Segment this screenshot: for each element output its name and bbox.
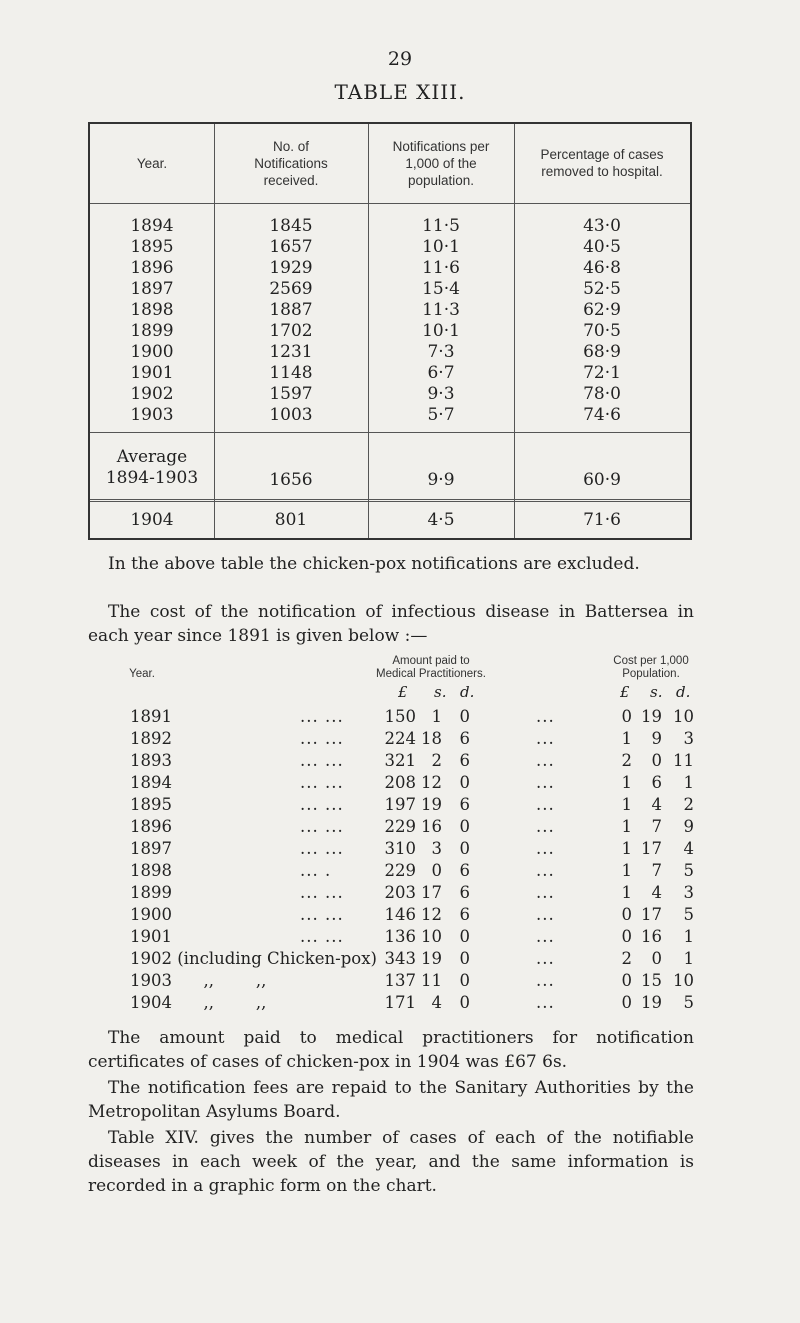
leader-dots: ... [536,971,555,990]
cost-pence: 3 [683,883,694,902]
percentage-cell: 43·0 [583,216,621,236]
cost-row [0,729,800,751]
year-cell: 1895 [130,795,172,814]
per-1000-cell: 7·3 [427,342,455,362]
section-rule [90,432,690,433]
year-cell: 1901 [130,927,172,946]
cost-row [0,707,800,729]
year-cell: 1899 [130,883,172,902]
year-cell: 1904 [130,510,174,530]
amount-pounds: 136 [384,927,416,946]
cost-header-amount: Amount paid to Medical Practitioners. [376,655,486,680]
leader-dots: ... [536,773,555,792]
cost-pounds: 1 [621,795,632,814]
amount-pounds: 310 [384,839,416,858]
received-cell: 1929 [269,258,313,278]
cost-pounds: 0 [621,707,632,726]
amount-pence: 6 [459,751,470,770]
cost-pounds: 1 [621,817,632,836]
amount-shillings: 18 [421,729,442,748]
amount-pence: 6 [459,905,470,924]
percentage-cell: 46·8 [583,258,621,278]
amount-pounds: 208 [384,773,416,792]
header-per-1000: Notifications per 1,000 of the population. [392,138,490,188]
cost-shillings: 0 [651,949,662,968]
cost-shillings: 17 [641,905,662,924]
leader-dots: ... [536,839,555,858]
amount-pounds: 203 [384,883,416,902]
cost-row [0,839,800,861]
amount-shillings: 19 [421,795,442,814]
amount-pounds: 343 [384,949,416,968]
received-cell: 1887 [269,300,313,320]
paragraph: The cost of the notification of infectious disease in Battersea in each year since 1891 is given below :— [88,602,694,646]
amount-pence: 6 [459,883,470,902]
amount-shillings: 19 [421,949,442,968]
leader-dots: ... ... [300,883,344,902]
cost-row [0,927,800,949]
percentage-cell: 62·9 [583,300,621,320]
leader-dots: ... ... [300,817,344,836]
table-row [90,300,690,321]
amount-pounds: 229 [384,861,416,880]
leader-dots: ... [536,729,555,748]
cost-shillings: 19 [641,707,662,726]
per-1000-cell: 10·1 [422,321,460,341]
year-cell: 1904 ,, ,, [130,993,267,1012]
amount-pounds: 171 [384,993,416,1012]
unit-shillings: s. [650,683,663,701]
cost-shillings: 6 [651,773,662,792]
table-row [90,279,690,300]
received-cell: 1657 [269,237,313,257]
leader-dots: ... [536,707,555,726]
cost-pence: 1 [683,949,694,968]
leader-dots: ... [536,817,555,836]
received-cell: 1597 [269,384,313,404]
amount-shillings: 0 [431,861,442,880]
leader-dots: ... [536,993,555,1012]
leader-dots: ... [536,927,555,946]
amount-pence: 0 [459,707,470,726]
leader-dots: ... ... [300,839,344,858]
unit-pence: d. [676,683,691,701]
percentage-cell: 72·1 [583,363,621,383]
year-cell: 1898 [130,300,174,320]
cost-pence: 5 [683,861,694,880]
percentage-cell: 78·0 [583,384,621,404]
cost-pence: 5 [683,905,694,924]
table-row [90,342,690,363]
section-rule [90,499,690,502]
amount-pence: 0 [459,817,470,836]
amount-shillings: 17 [421,883,442,902]
cost-pounds: 0 [621,905,632,924]
per-1000-cell: 11·6 [422,258,460,278]
amount-pounds: 224 [384,729,416,748]
leader-dots: ... [536,861,555,880]
year-cell: 1894 [130,216,174,236]
table-row [90,321,690,342]
cost-row [0,795,800,817]
amount-pence: 0 [459,839,470,858]
amount-pounds: 229 [384,817,416,836]
per-1000-cell: 9·9 [427,470,455,490]
amount-pounds: 197 [384,795,416,814]
table-row [90,405,690,426]
amount-pence: 6 [459,861,470,880]
cost-pounds: 0 [621,971,632,990]
amount-shillings: 1 [431,707,442,726]
leader-dots: ... ... [300,927,344,946]
cost-pence: 1 [683,927,694,946]
page-number: 29 [387,48,413,70]
amount-pounds: 150 [384,707,416,726]
amount-pounds: 137 [384,971,416,990]
cost-row [0,751,800,773]
amount-pence: 0 [459,773,470,792]
amount-shillings: 2 [431,751,442,770]
unit-pounds: £ [398,683,408,701]
percentage-cell: 71·6 [583,510,621,530]
cost-shillings: 7 [651,817,662,836]
average-values [90,470,690,491]
amount-pence: 0 [459,927,470,946]
amount-shillings: 10 [421,927,442,946]
cost-row [0,905,800,927]
cost-pence: 10 [673,971,694,990]
cost-shillings: 4 [651,795,662,814]
cost-pence: 3 [683,729,694,748]
cost-pounds: 1 [621,861,632,880]
percentage-cell: 52·5 [583,279,621,299]
amount-shillings: 3 [431,839,442,858]
cost-row [0,993,800,1015]
leader-dots: ... [536,795,555,814]
paragraph: Table XIV. gives the number of cases of each of the notifiable diseases in each week of the year, and the same information is recorded in a graphic form on the chart. [88,1128,694,1196]
cost-pounds: 1 [621,773,632,792]
year-cell: 1896 [130,258,174,278]
amount-shillings: 11 [421,971,442,990]
leader-dots: ... ... [300,729,344,748]
cost-shillings: 4 [651,883,662,902]
cost-shillings: 9 [651,729,662,748]
average-period: 1894-1903 [105,468,199,488]
received-cell: 1231 [269,342,313,362]
cost-pence: 2 [683,795,694,814]
leader-dots: ... ... [300,905,344,924]
percentage-cell: 60·9 [583,470,621,490]
received-cell: 2569 [269,279,313,299]
table-row-1904 [90,510,690,531]
percentage-cell: 68·9 [583,342,621,362]
year-cell: 1900 [130,905,172,924]
leader-dots: ... ... [300,707,344,726]
unit-pounds: £ [620,683,630,701]
per-1000-cell: 15·4 [422,279,460,299]
year-cell: 1892 [130,729,172,748]
year-cell: 1899 [130,321,174,341]
year-cell: 1902 [130,384,174,404]
year-cell: 1891 [130,707,172,726]
table-row [90,237,690,258]
per-1000-cell: 4·5 [427,510,455,530]
leader-dots: ... [536,949,555,968]
year-cell: 1893 [130,751,172,770]
cost-row [0,773,800,795]
table-row [90,258,690,279]
received-cell: 1148 [269,363,313,383]
header-percentage: Percentage of cases removed to hospital. [540,147,664,179]
percentage-cell: 40·5 [583,237,621,257]
amount-shillings: 12 [421,905,442,924]
cost-shillings: 17 [641,839,662,858]
per-1000-cell: 11·5 [422,216,460,236]
cost-pence: 1 [683,773,694,792]
leader-dots: ... [536,751,555,770]
cost-pounds: 1 [621,729,632,748]
cost-header-year: Year. [129,668,155,680]
cost-pence: 9 [683,817,694,836]
year-cell: 1903 [130,405,174,425]
percentage-cell: 74·6 [583,405,621,425]
paragraph: The notification fees are repaid to the Sanitary Authorities by the Metropolitan Asylums Board. [88,1078,694,1122]
cost-pounds: 0 [621,993,632,1012]
year-cell: 1897 [130,839,172,858]
cost-pounds: 2 [621,751,632,770]
table-row [90,363,690,384]
cost-row [0,971,800,993]
per-1000-cell: 10·1 [422,237,460,257]
cost-pence: 4 [683,839,694,858]
table-row [90,216,690,237]
cost-pence: 5 [683,993,694,1012]
cost-row [0,817,800,839]
cost-shillings: 7 [651,861,662,880]
amount-pence: 6 [459,795,470,814]
leader-dots: ... ... [300,751,344,770]
header-received: No. of Notifications received. [254,138,328,188]
year-cell: 1903 ,, ,, [130,971,267,990]
amount-pence: 6 [459,729,470,748]
leader-dots: ... . [300,861,332,880]
cost-row [0,949,800,971]
leader-dots: ... [536,905,555,924]
amount-shillings: 12 [421,773,442,792]
amount-pence: 0 [459,971,470,990]
header-year: Year. [136,155,168,171]
unit-pence: d. [460,683,475,701]
cost-pence: 10 [673,707,694,726]
amount-pounds: 321 [384,751,416,770]
received-cell: 801 [274,510,308,530]
per-1000-cell: 5·7 [427,405,455,425]
table-row [90,384,690,405]
cost-pence: 11 [673,751,694,770]
amount-pence: 0 [459,993,470,1012]
unit-shillings: s. [434,683,447,701]
year-cell: 1898 [130,861,172,880]
table-title: TABLE XIII. [334,80,466,104]
amount-pounds: 146 [384,905,416,924]
cost-header-per-1000: Cost per 1,000 Population. [613,655,689,680]
leader-dots: ... ... [300,795,344,814]
received-cell: 1845 [269,216,313,236]
cost-shillings: 16 [641,927,662,946]
cost-pounds: 2 [621,949,632,968]
cost-shillings: 15 [641,971,662,990]
received-cell: 1003 [269,405,313,425]
received-cell: 1656 [269,470,313,490]
cost-row [0,861,800,883]
year-cell: 1894 [130,773,172,792]
average-label: Average [116,447,188,467]
per-1000-cell: 9·3 [427,384,455,404]
received-cell: 1702 [269,321,313,341]
year-cell: 1897 [130,279,174,299]
cost-pounds: 1 [621,839,632,858]
amount-shillings: 16 [421,817,442,836]
percentage-cell: 70·5 [583,321,621,341]
amount-shillings: 4 [431,993,442,1012]
header-rule [90,203,690,204]
year-cell: 1900 [130,342,174,362]
per-1000-cell: 6·7 [427,363,455,383]
leader-dots: ... ... [300,773,344,792]
per-1000-cell: 11·3 [422,300,460,320]
cost-pounds: 0 [621,927,632,946]
year-cell: 1902 (including Chicken-pox) [130,949,377,968]
leader-dots: ... [536,883,555,902]
notifications-table [88,122,692,540]
amount-pence: 0 [459,949,470,968]
paragraph: The amount paid to medical practitioners for notification certificates of cases of chicken-pox in 1904 was £67 6s. [88,1028,694,1072]
year-cell: 1895 [130,237,174,257]
cost-pounds: 1 [621,883,632,902]
paragraph: In the above table the chicken-pox notifications are excluded. [108,554,640,574]
year-cell: 1901 [130,363,174,383]
cost-shillings: 0 [651,751,662,770]
cost-row [0,883,800,905]
cost-shillings: 19 [641,993,662,1012]
year-cell: 1896 [130,817,172,836]
